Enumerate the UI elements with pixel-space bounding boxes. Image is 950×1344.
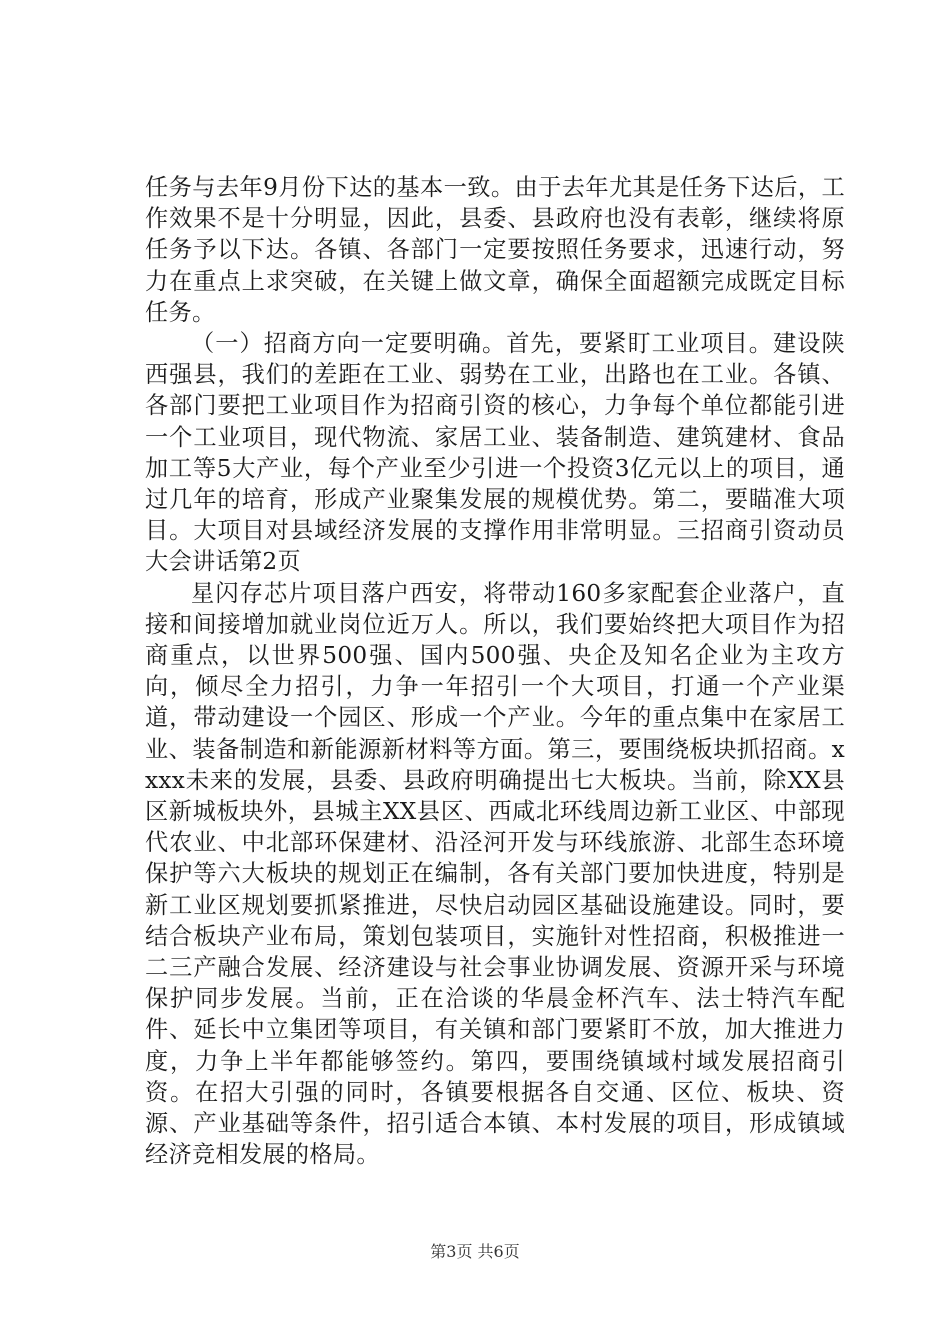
- page-number-label: 第3页 共6页: [430, 1242, 520, 1261]
- page-footer: [0, 1242, 950, 1262]
- paragraph-3: 星闪存芯片项目落户西安，将带动160多家配套企业落户，直接和间接增加就业岗位近万人。所以，我们要始终把大项目作为招商重点，以世界500强、国内500强、央企及知名企业为主攻方向，倾尽全力招引，力争一年招引一个大项目，打通一个产业渠道，带动建设一个园区、形成一个产业。今年的重点集中在家居工业、装备制造和新能源新材料等方面。第三，要围绕板块抓招商。xxxx未来的发展，县委、县政府明确提出七大板块。当前，除XX县区新城板块外，县城主XX县区、西咸北环线周边新工业区、中部现代农业、中北部环保建材、沿泾河开发与环线旅游、北部生态环境保护等六大板块的规划正在编制，各有关部门要加快进度，特别是新工业区规划要抓紧推进，尽快启动园区基础设施建设。同时，要结合板块产业布局，策划包装项目，实施针对性招商，积极推进一二三产融合发展、经济建设与社会事业协调发展、资源开采与环境保护同步发展。当前，正在洽谈的华晨金杯汽车、法士特汽车配件、延长中立集团等项目，有关镇和部门要紧盯不放，加大推进力度，力争上半年都能够签约。第四，要围绕镇域村域发展招商引资。在招大引强的同时，各镇要根据各自交通、区位、板块、资源、产业基础等条件，招引适合本镇、本村发展的项目，形成镇域经济竞相发展的格局。: [145, 579, 845, 1169]
- paragraph-1: 任务与去年9月份下达的基本一致。由于去年尤其是任务下达后，工作效果不是十分明显，因此，县委、县政府也没有表彰，继续将原任务予以下达。各镇、各部门一定要按照任务要求，迅速行动，努力在重点上求突破，在关键上做文章，确保全面超额完成既定目标任务。: [145, 174, 845, 326]
- paragraph-2: （一）招商方向一定要明确。首先，要紧盯工业项目。建设陕西强县，我们的差距在工业、弱势在工业，出路也在工业。各镇、各部门要把工业项目作为招商引资的核心，力争每个单位都能引进一个工业项目，现代物流、家居工业、装备制造、建筑建材、食品加工等5大产业，每个产业至少引进一个投资3亿元以上的项目，通过几年的培育，形成产业聚集发展的规模优势。第二，要瞄准大项目。大项目对县域经济发展的支撑作用非常明显。三招商引资动员大会讲话第2页: [145, 330, 845, 576]
- document-body: [145, 172, 845, 1171]
